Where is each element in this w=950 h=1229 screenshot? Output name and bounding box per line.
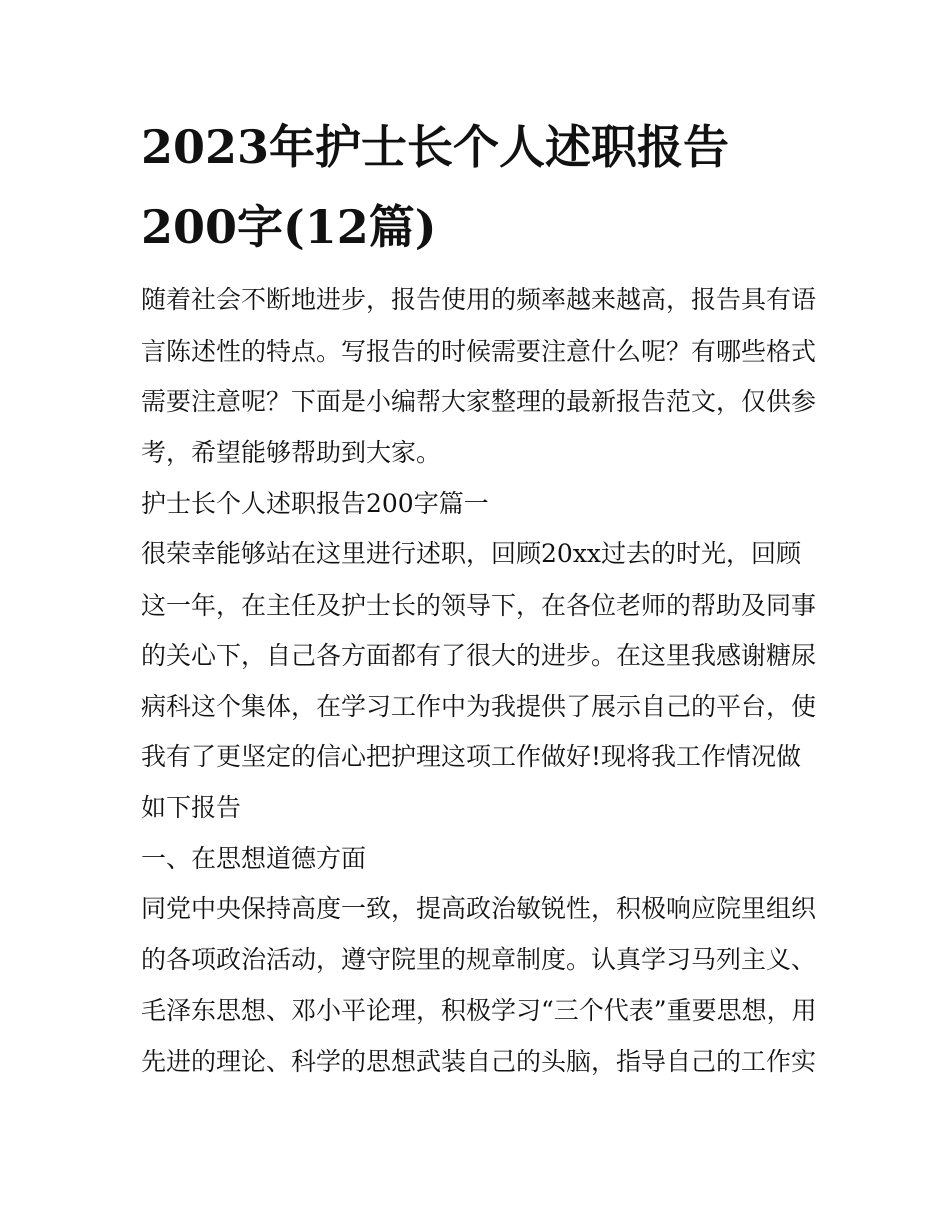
body-line-7: 这一年，在主任及护士长的领导下，在各位老师的帮助及同事 — [141, 591, 817, 620]
title-line-2: 200字(12篇) — [141, 200, 437, 254]
title-line-1: 2023年护士长个人述职报告 — [141, 120, 730, 174]
section-heading-1: 护士长个人述职报告200字篇一 — [141, 489, 489, 518]
body-line-15: 毛泽东思想、邓小平论理，积极学习“三个代表”重要思想，用 — [141, 996, 817, 1025]
body-line-8: 的关心下，自己各方面都有了很大的进步。在这里我感谢糖尿 — [141, 641, 817, 670]
body-line-10: 我有了更坚定的信心把护理这项工作做好!现将我工作情况做 — [141, 742, 802, 771]
body-line-3: 需要注意呢？下面是小编帮大家整理的最新报告范文，仅供参 — [141, 387, 817, 416]
subsection-heading-1: 一、在思想道德方面 — [141, 844, 367, 873]
body-line-9: 病科这个集体，在学习工作中为我提供了展示自己的平台，使 — [141, 692, 817, 721]
body-line-16: 先进的理论、科学的思想武装自己的头脑，指导自己的工作实 — [141, 1047, 817, 1076]
body-line-14: 的各项政治活动，遵守院里的规章制度。认真学习马列主义、 — [141, 945, 817, 974]
body-line-4: 考，希望能够帮助到大家。 — [141, 438, 442, 467]
body-line-1: 随着社会不断地进步，报告使用的频率越来越高，报告具有语 — [141, 285, 817, 314]
body-line-2: 言陈述性的特点。写报告的时候需要注意什么呢？有哪些格式 — [141, 337, 817, 366]
body-line-11: 如下报告 — [141, 793, 242, 822]
body-line-6: 很荣幸能够站在这里进行述职，回顾20xx过去的时光，回顾 — [141, 539, 802, 568]
body-line-13: 同党中央保持高度一致，提高政治敏锐性，积极响应院里组织 — [141, 894, 817, 923]
